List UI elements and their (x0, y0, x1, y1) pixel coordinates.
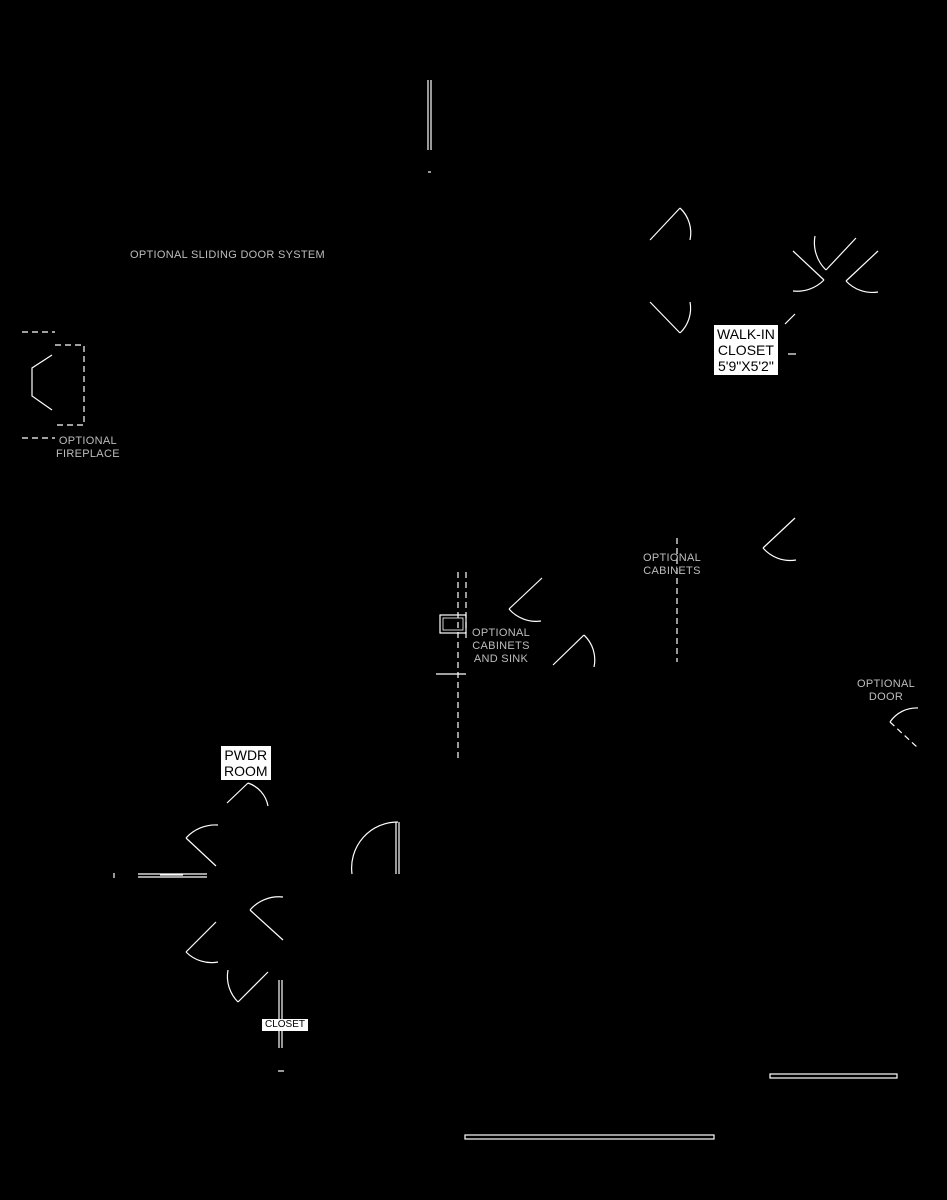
powder-room-label (221, 746, 271, 780)
powder-room-doors (114, 783, 399, 878)
sink-cabinets (436, 572, 466, 760)
cabinets-sink-line-2: CABINETS (472, 640, 530, 652)
powder-room-line-2: ROOM (224, 763, 268, 779)
optional-door-label (857, 678, 915, 704)
fireplace-label (56, 435, 120, 461)
fireplace-outline (22, 332, 84, 438)
optional-door-line-1: OPTIONAL (857, 678, 916, 690)
cabinets-sink-line-3: AND SINK (473, 653, 529, 665)
cabinets-line-1: OPTIONAL (643, 552, 702, 564)
cabinets-line-2: CABINETS (643, 565, 701, 577)
bottom-wall-fragments (465, 1074, 897, 1139)
walk-in-closet-line-1: WALK-IN (717, 326, 775, 342)
closet-doors (186, 897, 284, 1071)
walk-in-closet-dimensions: 5'9"X5'2" (718, 358, 774, 374)
optional-door-line-2: DOOR (868, 691, 904, 703)
cabinets-label (643, 552, 701, 578)
closet-label-text: CLOSET (265, 1019, 306, 1030)
powder-room-line-1: PWDR (224, 747, 268, 763)
walk-in-closet-line-2: CLOSET (717, 342, 774, 358)
sliding-door-label (130, 249, 325, 262)
closet-room-label (262, 1019, 308, 1031)
sliding-door-text: OPTIONAL SLIDING DOOR SYSTEM (130, 249, 326, 261)
cabinets-sink-line-1: OPTIONAL (472, 627, 531, 639)
top-wall-fragment (428, 80, 431, 172)
optional-door-swing (890, 708, 918, 748)
fireplace-line-1: OPTIONAL (58, 435, 117, 447)
kitchen-cabinet-lines (509, 518, 796, 667)
cabinets-sink-label (472, 627, 530, 666)
walk-in-closet-room-label (714, 325, 778, 375)
fireplace-line-2: FIREPLACE (56, 448, 120, 460)
